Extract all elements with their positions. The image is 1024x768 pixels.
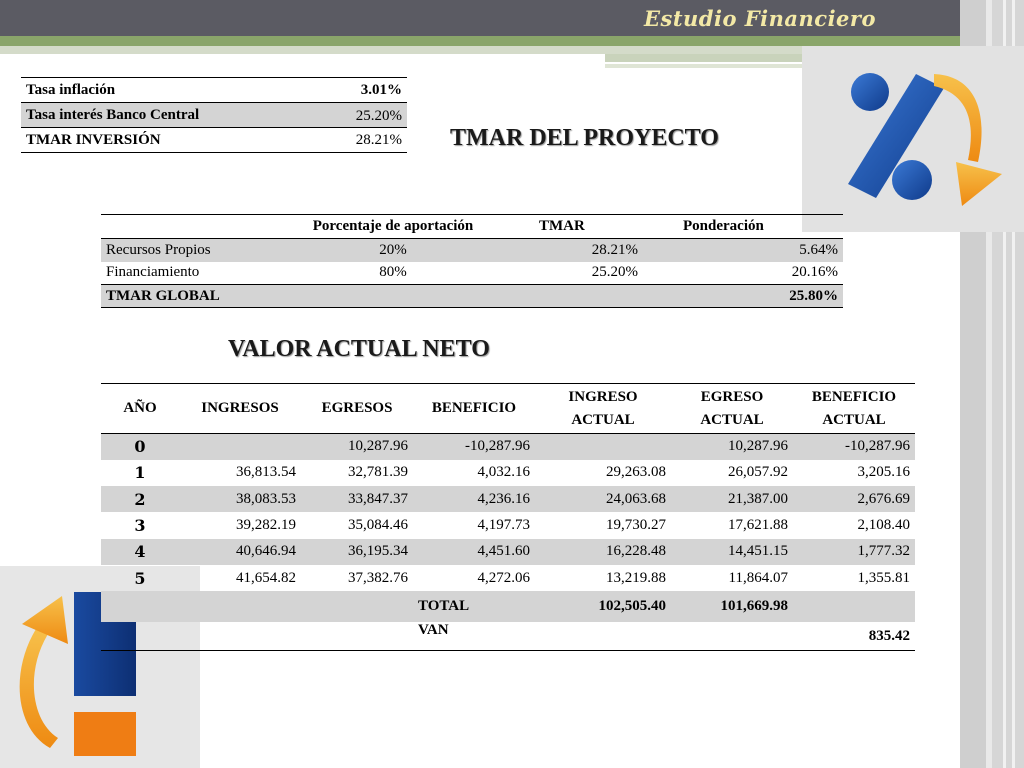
expense-cell: 35,084.46	[348, 517, 408, 534]
column-header	[535, 384, 671, 434]
table-total-row	[101, 285, 843, 308]
rate-value: 25.20%	[316, 103, 407, 128]
total-label: TOTAL	[413, 591, 535, 622]
table-row	[101, 565, 915, 591]
column-header: AÑO	[101, 384, 179, 434]
pond-cell: 20.16%	[791, 264, 838, 281]
table-row	[101, 434, 915, 460]
benefit-cell: 4,032.16	[477, 464, 530, 481]
benefit-actual-cell: 1,355.81	[857, 569, 910, 586]
total-value: 25.80%	[643, 285, 843, 308]
expense-actual-cell: 21,387.00	[671, 486, 793, 512]
van-value: 835.42	[868, 627, 910, 644]
column-header-line: ACTUAL	[700, 411, 764, 428]
benefit-cell: 4,236.16	[413, 486, 535, 512]
total-expense-actual: 101,669.98	[671, 591, 793, 622]
table-row	[101, 239, 843, 262]
table-row	[21, 103, 407, 128]
benefit-cell: 4,272.06	[477, 569, 530, 586]
table-row	[101, 512, 915, 538]
expense-cell: 10,287.96	[301, 434, 413, 460]
benefit-actual-cell: 3,205.16	[857, 464, 910, 481]
column-header	[671, 384, 793, 434]
table-row	[21, 78, 407, 103]
rate-value: 3.01%	[360, 81, 402, 98]
income-cell: 38,083.53	[179, 486, 301, 512]
benefit-actual-cell: 1,777.32	[793, 539, 915, 565]
van-heading: VALOR ACTUAL NETO	[228, 336, 490, 362]
table-row	[21, 128, 407, 153]
year-cell: 1	[134, 463, 146, 483]
income-cell: 36,813.54	[236, 464, 296, 481]
expense-actual-cell: 11,864.07	[728, 569, 788, 586]
header-stripe-thin	[605, 64, 805, 68]
benefit-cell: -10,287.96	[413, 434, 535, 460]
table-row	[101, 486, 915, 512]
tmar-cell: 25.20%	[591, 264, 638, 281]
tmar-heading: TMAR DEL PROYECTO	[450, 125, 719, 151]
expense-cell: 37,382.76	[348, 569, 408, 586]
column-header	[101, 215, 283, 239]
table-row	[101, 539, 915, 565]
van-label: VAN	[418, 622, 449, 639]
row-label: Financiamiento	[106, 264, 200, 281]
income-actual-cell	[535, 434, 671, 460]
expense-cell: 33,847.37	[301, 486, 413, 512]
rate-label: TMAR INVERSIÓN	[26, 131, 161, 148]
pct-cell: 80%	[379, 264, 407, 281]
benefit-cell: 4,197.73	[477, 517, 530, 534]
income-cell: 41,654.82	[236, 569, 296, 586]
rate-label: Tasa interés Banco Central	[21, 103, 316, 128]
year-cell: 2	[101, 486, 179, 512]
expense-actual-cell: 26,057.92	[728, 464, 788, 481]
curved-arrow-down-icon	[934, 74, 1002, 206]
column-header-line: EGRESO	[700, 388, 764, 405]
income-actual-cell: 19,730.27	[606, 517, 666, 534]
table-row	[101, 460, 915, 486]
column-header-line: ACTUAL	[571, 411, 635, 428]
header-green-band	[0, 36, 1024, 46]
page-title: Estudio Financiero	[643, 6, 876, 31]
rate-value: 28.21%	[355, 131, 402, 148]
expense-cell: 36,195.34	[301, 539, 413, 565]
expense-actual-cell: 10,287.96	[671, 434, 793, 460]
row-label: Recursos Propios	[101, 239, 283, 262]
table-total-row	[101, 591, 915, 622]
income-actual-cell: 24,063.68	[535, 486, 671, 512]
pond-cell: 5.64%	[643, 239, 843, 262]
van-table-body	[101, 434, 915, 592]
income-cell: 39,282.19	[236, 517, 296, 534]
benefit-actual-cell: 2,108.40	[857, 517, 910, 534]
income-actual-cell: 16,228.48	[535, 539, 671, 565]
tmar-cell: 28.21%	[503, 239, 643, 262]
column-header: Porcentaje de aportación	[283, 215, 503, 239]
column-header: EGRESOS	[301, 384, 413, 434]
benefit-actual-cell: -10,287.96	[793, 434, 915, 460]
income-actual-cell: 29,263.08	[606, 464, 666, 481]
header-stripe	[605, 54, 805, 62]
year-cell: 4	[101, 539, 179, 565]
column-header: INGRESOS	[179, 384, 301, 434]
total-label: TMAR GLOBAL	[101, 285, 283, 308]
tmar-table	[101, 214, 843, 308]
benefit-cell: 4,451.60	[413, 539, 535, 565]
income-cell: 40,646.94	[179, 539, 301, 565]
percent-icon	[838, 66, 1008, 214]
expense-actual-cell: 14,451.15	[671, 539, 793, 565]
rates-table	[21, 77, 407, 153]
year-cell: 0	[101, 434, 179, 460]
year-cell: 3	[134, 516, 146, 536]
benefit-actual-cell: 2,676.69	[793, 486, 915, 512]
pct-cell: 20%	[283, 239, 503, 262]
expense-actual-cell: 17,621.88	[728, 517, 788, 534]
expense-cell: 32,781.39	[348, 464, 408, 481]
column-header: Ponderación	[643, 215, 843, 239]
column-header: TMAR	[503, 215, 643, 239]
column-header-line: INGRESO	[568, 388, 638, 405]
total-income-actual: 102,505.40	[535, 591, 671, 622]
table-header-row	[101, 384, 915, 434]
column-header	[793, 384, 915, 434]
van-table	[101, 383, 915, 651]
column-header-line: BENEFICIO	[811, 388, 897, 405]
van-row	[101, 622, 915, 650]
table-row	[101, 262, 843, 285]
curved-arrow-up-icon	[20, 596, 68, 748]
income-cell	[179, 434, 301, 460]
rate-label: Tasa inflación	[26, 81, 116, 98]
column-header-line: ACTUAL	[822, 411, 886, 428]
table-header-row	[101, 215, 843, 239]
year-cell: 5	[134, 568, 146, 588]
column-header: BENEFICIO	[413, 384, 535, 434]
income-actual-cell: 13,219.88	[606, 569, 666, 586]
